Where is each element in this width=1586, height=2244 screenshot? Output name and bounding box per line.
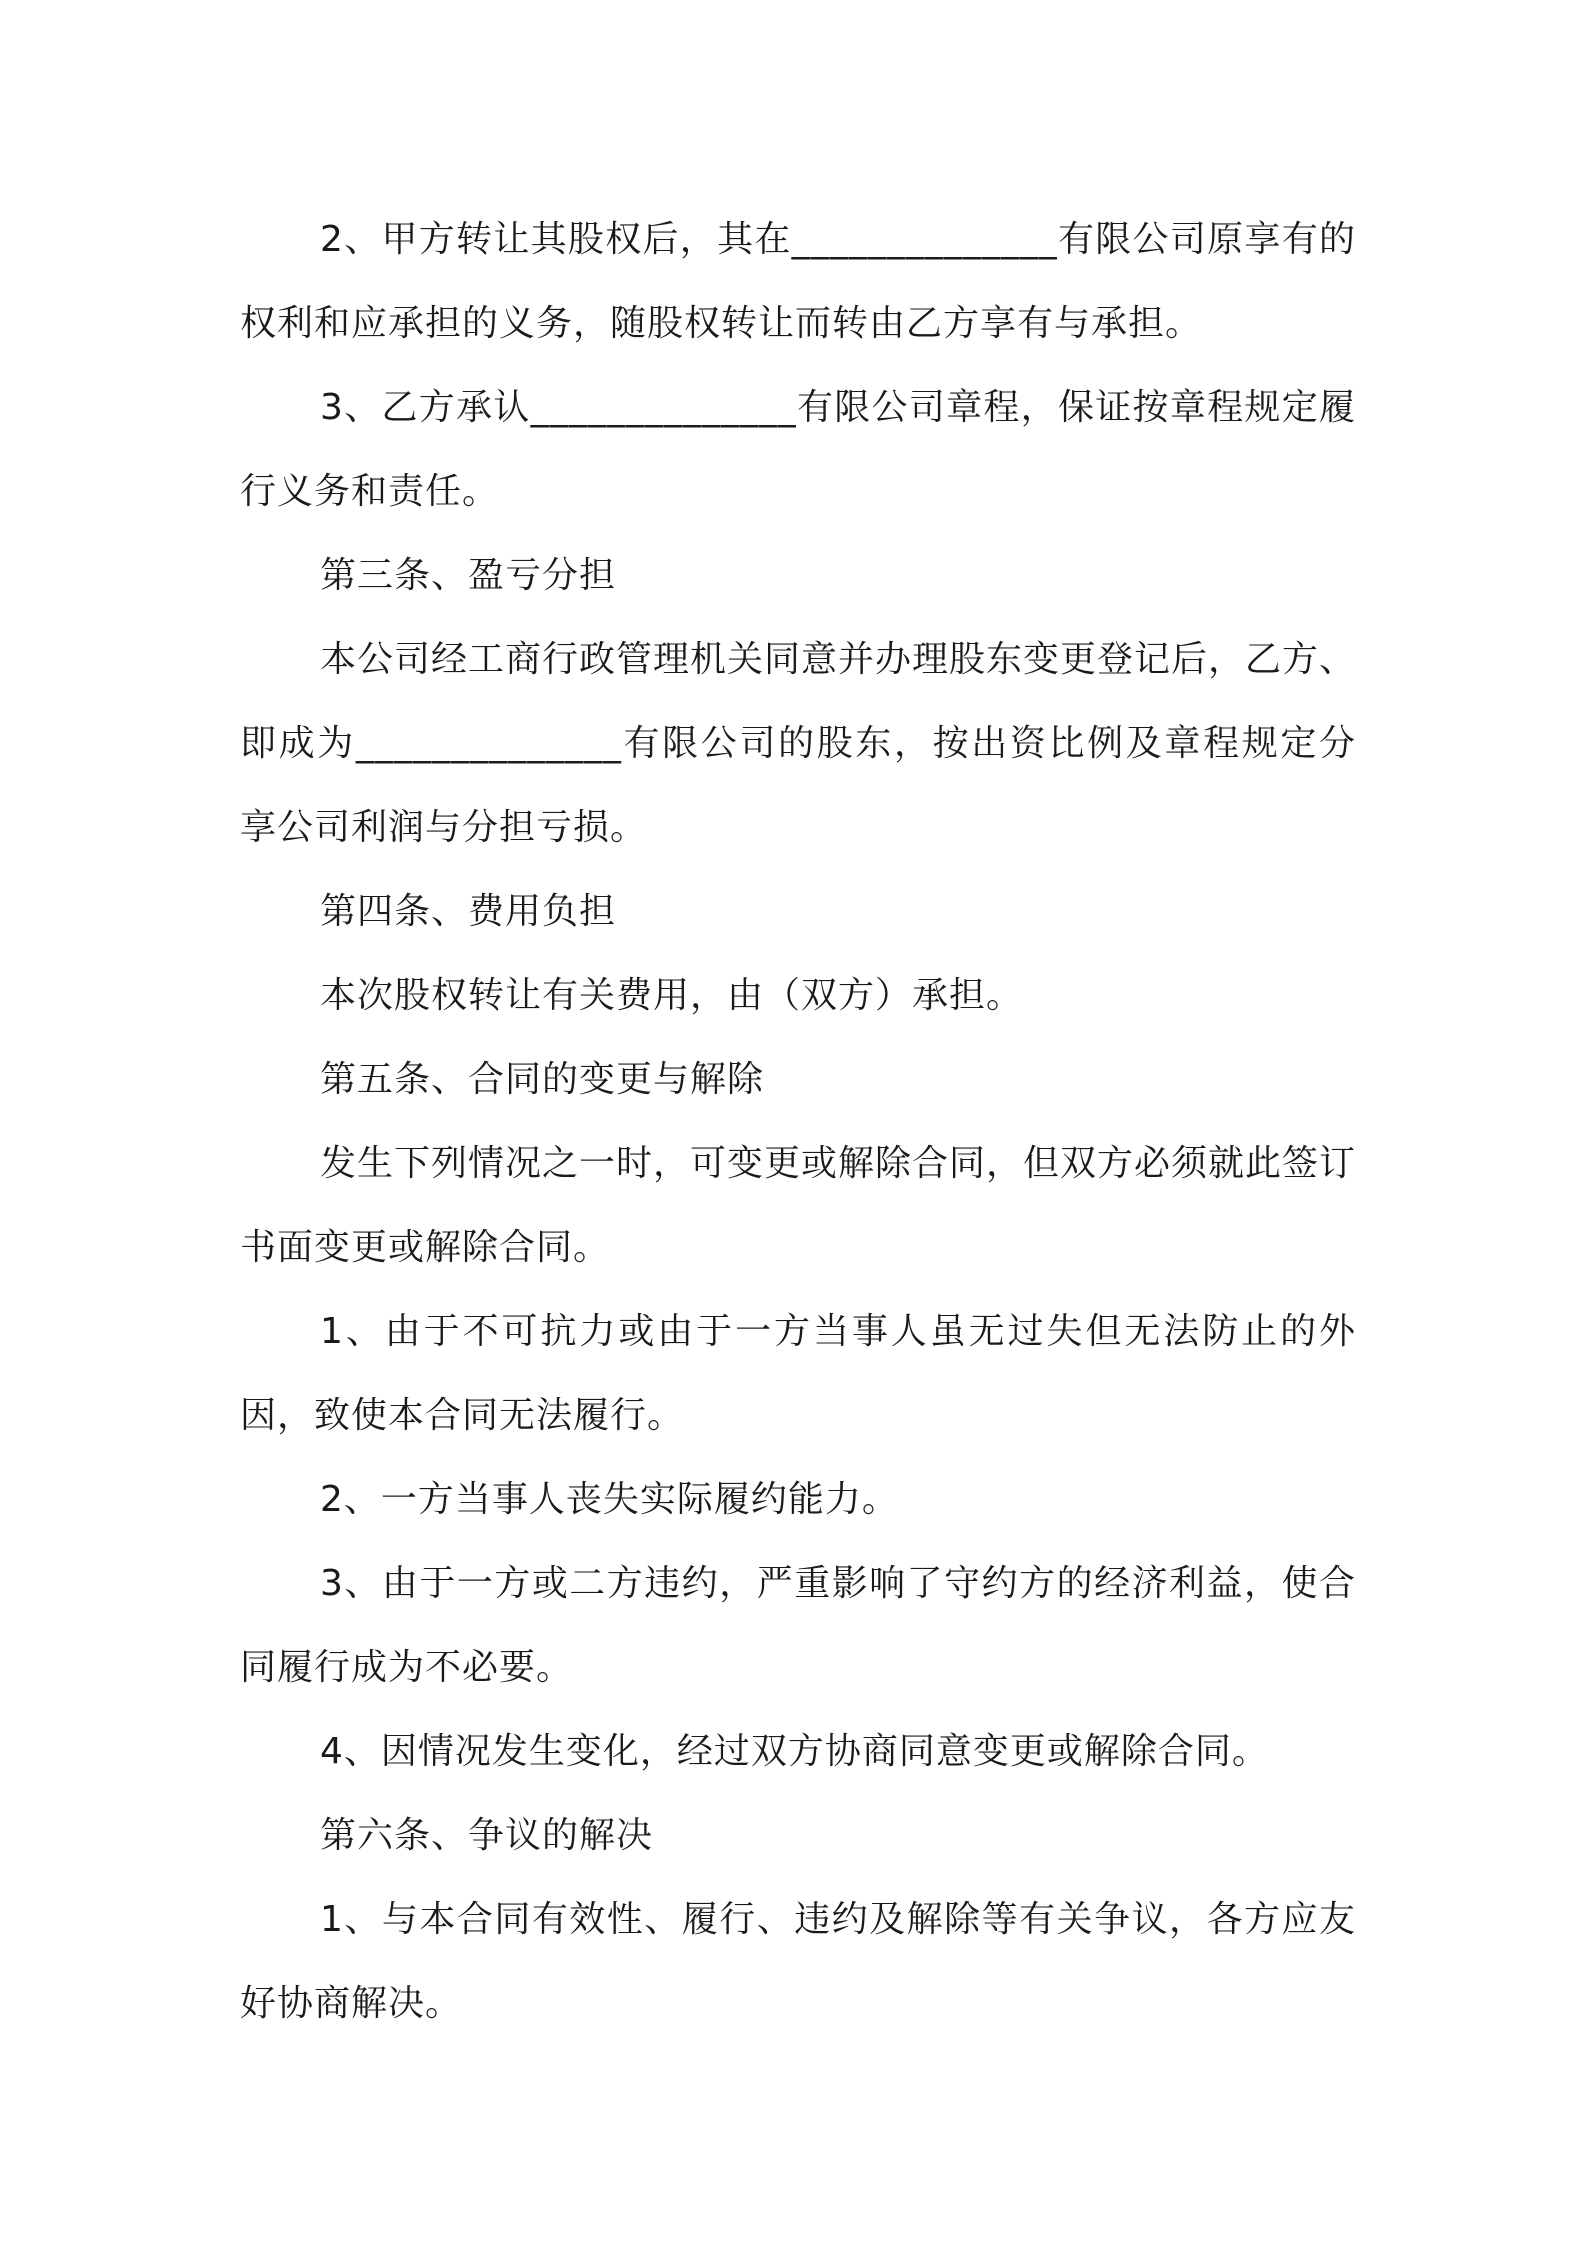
change-termination-paragraph: 发生下列情况之一时，可变更或解除合同，但双方必须就此签订书面变更或解除合同。 [240, 1143, 1357, 1268]
condition-3-paragraph: 3、由于一方或二方违约，严重影响了守约方的经济利益，使合同履行成为不必要。 [240, 1563, 1356, 1688]
condition-1-paragraph: 1、由于不可抗力或由于一方当事人虽无过失但无法防止的外因，致使本合同无法履行。 [240, 1311, 1356, 1436]
dispute-1-paragraph: 1、与本合同有效性、履行、违约及解除等有关争议，各方应友好协商解决。 [240, 1899, 1356, 2024]
clause-3-paragraph: 3、乙方承认______________有限公司章程，保证按章程规定履行义务和责任。 [240, 387, 1356, 512]
condition-4-paragraph: 4、因情况发生变化，经过双方协商同意变更或解除合同。 [320, 1731, 1269, 1772]
clause-2-paragraph: 2、甲方转让其股权后，其在______________有限公司原享有的权利和应承担的义务，随股权转让而转由乙方享有与承担。 [240, 219, 1356, 344]
article-3-heading: 第三条、盈亏分担 [320, 555, 617, 596]
article-4-heading: 第四条、费用负担 [320, 891, 617, 932]
condition-2-paragraph: 2、一方当事人丧失实际履约能力。 [320, 1479, 899, 1520]
article-5-heading: 第五条、合同的变更与解除 [320, 1059, 765, 1100]
article-6-heading: 第六条、争议的解决 [320, 1815, 654, 1856]
company-name-blank: ______________ [355, 723, 622, 764]
company-name-blank: ______________ [791, 219, 1058, 260]
expense-paragraph: 本次股权转让有关费用，由（双方）承担。 [320, 975, 1024, 1016]
document-body [240, 198, 1356, 2046]
company-name-blank: ______________ [530, 387, 797, 428]
profit-loss-paragraph: 本公司经工商行政管理机关同意并办理股东变更登记后，乙方、即成为______________有限公司的股东，按出资比例及章程规定分享公司利润与分担亏损。 [240, 639, 1357, 848]
